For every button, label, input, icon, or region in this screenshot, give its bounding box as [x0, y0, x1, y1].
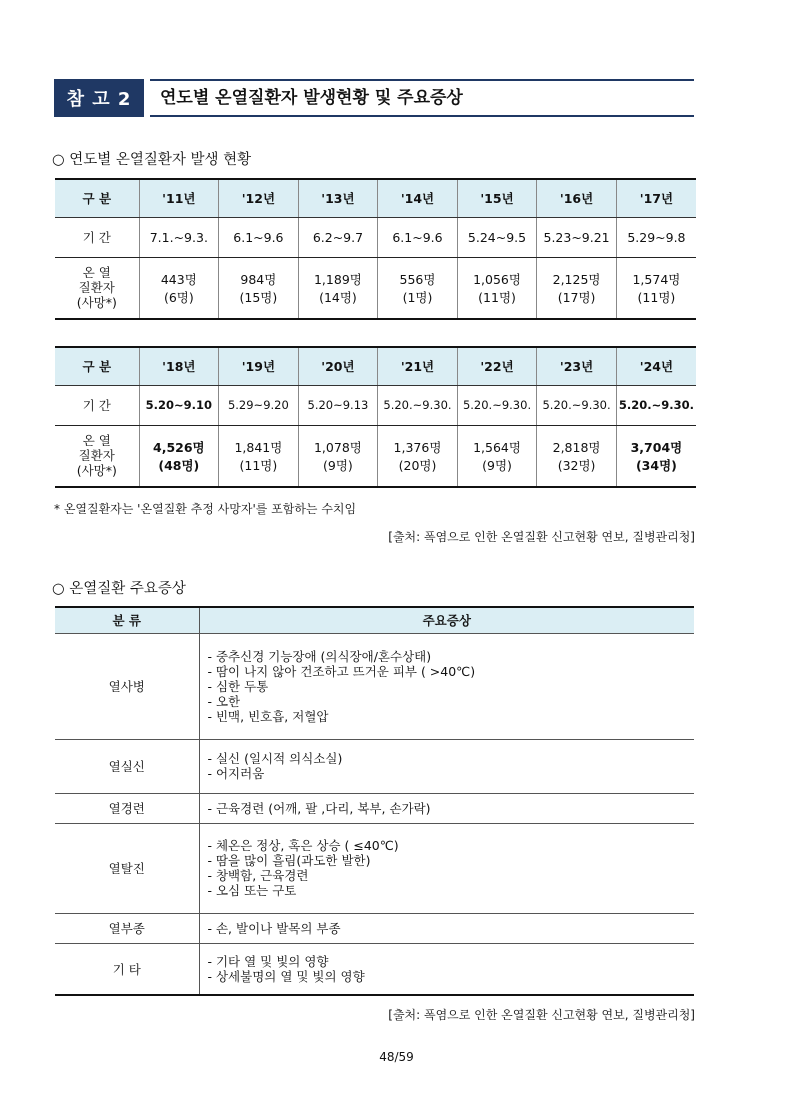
death-count: (6명)	[163, 289, 194, 305]
category-cell: 열사병	[55, 633, 199, 739]
symptoms-cell	[199, 913, 694, 943]
year-cell: '21년	[378, 347, 458, 385]
page-title: 연도별 온열질환자 발생현황 및 주요증상	[160, 88, 463, 108]
year-cell: '19년	[219, 347, 299, 385]
death-count: (14명)	[319, 289, 357, 305]
death-count: (9명)	[482, 457, 512, 473]
symptoms-table	[55, 606, 694, 996]
patients-cell	[378, 257, 458, 319]
patient-count: 1,376명	[393, 439, 442, 455]
patients-label	[55, 425, 139, 487]
death-count: (17명)	[557, 289, 596, 305]
period-label: 기 간	[55, 385, 139, 425]
symptoms-cell	[199, 633, 694, 739]
death-count: (48명)	[158, 457, 200, 473]
patients-label-line: (사망*)	[76, 463, 117, 479]
footnote: * 온열질환자는 '온열질환 추정 사망자'를 포함하는 수치임	[54, 502, 357, 516]
patients-cell	[139, 257, 219, 319]
category-cell: 열탈진	[55, 823, 199, 913]
patients-label-line: 온 열	[82, 433, 111, 449]
period-cell: 5.29~9.8	[616, 217, 696, 257]
patient-count: 1,841명	[234, 439, 283, 455]
period-cell: 5.20.~9.30.	[616, 385, 696, 425]
symptom-line: - 빈맥, 빈호흡, 저혈압	[207, 708, 329, 724]
symptom-line: - 실신 (일시적 의식소실)	[207, 751, 343, 766]
section-heading-yearly: ○ 연도별 온열질환자 발생 현황	[52, 152, 252, 168]
symptoms-cell	[199, 823, 694, 913]
reference-label: 참 고 2	[54, 79, 144, 117]
patients-cell	[616, 257, 696, 319]
period-cell: 5.20.~9.30.	[378, 385, 458, 425]
patient-count: 4,526명	[153, 439, 205, 455]
period-label: 기 간	[55, 217, 139, 257]
patient-count: 1,056명	[473, 271, 521, 287]
period-cell: 5.20~9.10	[139, 385, 219, 425]
death-count: (32명)	[557, 457, 596, 473]
year-cell: '12년	[219, 179, 299, 217]
patient-count: 1,574명	[632, 271, 681, 287]
year-cell: '22년	[457, 347, 537, 385]
patient-count: 556명	[399, 271, 436, 287]
period-cell: 5.20.~9.30.	[537, 385, 617, 425]
period-cell: 5.20.~9.30.	[457, 385, 537, 425]
patient-count: 443명	[160, 271, 197, 287]
year-cell: '16년	[537, 179, 617, 217]
symptoms-cell	[199, 739, 694, 793]
symptom-line: - 심한 두통	[207, 678, 269, 694]
death-count: (11명)	[637, 289, 676, 305]
symptom-line: - 창백함, 근육경련	[207, 868, 309, 883]
patients-label-line: 질환자	[78, 448, 115, 464]
patient-count: 1,078명	[313, 439, 362, 455]
patient-count: 2,125명	[552, 271, 601, 287]
col-header: 구 분	[55, 179, 139, 217]
year-cell: '23년	[537, 347, 617, 385]
death-count: (1명)	[402, 289, 433, 305]
patients-cell	[537, 425, 617, 487]
death-count: (15명)	[239, 289, 278, 305]
symptom-line: - 땀이 나지 않아 건조하고 뜨거운 피부 ( >40℃)	[207, 663, 476, 679]
year-cell: '18년	[139, 347, 219, 385]
year-cell: '24년	[616, 347, 696, 385]
col-header: 구 분	[55, 347, 139, 385]
patients-cell	[219, 425, 299, 487]
patients-cell	[616, 425, 696, 487]
period-cell: 6.1~9.6	[219, 217, 299, 257]
patients-label-line: 온 열	[82, 265, 111, 281]
symptoms-cell	[199, 793, 694, 823]
symptoms-cell	[199, 943, 694, 995]
period-cell: 5.23~9.21	[537, 217, 617, 257]
patient-count: 1,189명	[313, 271, 362, 287]
category-cell: 열실신	[55, 739, 199, 793]
yearly-table-1	[55, 178, 696, 320]
death-count: (9명)	[323, 457, 353, 473]
patients-cell	[298, 257, 378, 319]
patients-label-line: 질환자	[78, 280, 115, 296]
symptom-line: - 오심 또는 구토	[207, 883, 297, 898]
source-citation: [출처: 폭염으로 인한 온열질환 신고현황 연보, 질병관리청]	[388, 530, 695, 544]
year-cell: '11년	[139, 179, 219, 217]
symptom-line: - 체온은 정상, 혹은 상승 ( ≤40℃)	[207, 838, 399, 853]
yearly-table-2	[55, 346, 696, 488]
patients-cell	[219, 257, 299, 319]
period-cell: 5.29~9.20	[219, 385, 299, 425]
category-cell: 기 타	[55, 943, 199, 995]
year-cell: '15년	[457, 179, 537, 217]
category-cell: 열경련	[55, 793, 199, 823]
death-count: (11명)	[478, 289, 516, 305]
symptom-line: - 오한	[207, 693, 241, 709]
period-cell: 6.2~9.7	[298, 217, 378, 257]
patients-cell	[378, 425, 458, 487]
year-cell: '17년	[616, 179, 696, 217]
patient-count: 984명	[240, 271, 277, 287]
patient-count: 1,564명	[473, 439, 521, 455]
patients-cell	[298, 425, 378, 487]
symptom-line: - 땀을 많이 흘림(과도한 발한)	[207, 853, 371, 868]
period-cell: 5.20~9.13	[298, 385, 378, 425]
symptom-line: - 근육경련 (어깨, 팔 ,다리, 복부, 손가락)	[207, 800, 431, 816]
category-cell: 열부종	[55, 913, 199, 943]
symptom-line: - 상세불명의 열 및 빛의 영향	[207, 968, 365, 984]
patients-cell	[457, 425, 537, 487]
death-count: (20명)	[398, 457, 437, 473]
symptoms-header: 주요증상	[199, 607, 694, 633]
title-rule-bottom	[150, 115, 694, 117]
source-citation: [출처: 폭염으로 인한 온열질환 신고현황 연보, 질병관리청]	[388, 1008, 695, 1022]
period-cell: 5.24~9.5	[457, 217, 537, 257]
patients-cell	[457, 257, 537, 319]
symptom-line: - 손, 발이나 발목의 부종	[207, 920, 341, 936]
title-block	[54, 79, 694, 117]
section-heading-symptoms: ○ 온열질환 주요증상	[52, 581, 186, 597]
page-number: 48/59	[379, 1050, 414, 1064]
year-cell: '14년	[378, 179, 458, 217]
death-count: (34명)	[635, 457, 677, 473]
period-cell: 6.1~9.6	[378, 217, 458, 257]
symptom-line: - 어지러움	[207, 766, 265, 781]
period-cell: 7.1.~9.3.	[139, 217, 219, 257]
patients-cell	[537, 257, 617, 319]
year-cell: '13년	[298, 179, 378, 217]
symptom-line: - 기타 열 및 빛의 영향	[207, 953, 329, 969]
category-header: 분 류	[55, 607, 199, 633]
patients-label-line: (사망*)	[76, 295, 117, 311]
patient-count: 3,704명	[630, 439, 683, 455]
year-cell: '20년	[298, 347, 378, 385]
patients-cell	[139, 425, 219, 487]
patients-label	[55, 257, 139, 319]
patient-count: 2,818명	[552, 439, 601, 455]
death-count: (11명)	[239, 457, 278, 473]
symptom-line: - 중추신경 기능장애 (의식장애/혼수상태)	[207, 648, 432, 664]
